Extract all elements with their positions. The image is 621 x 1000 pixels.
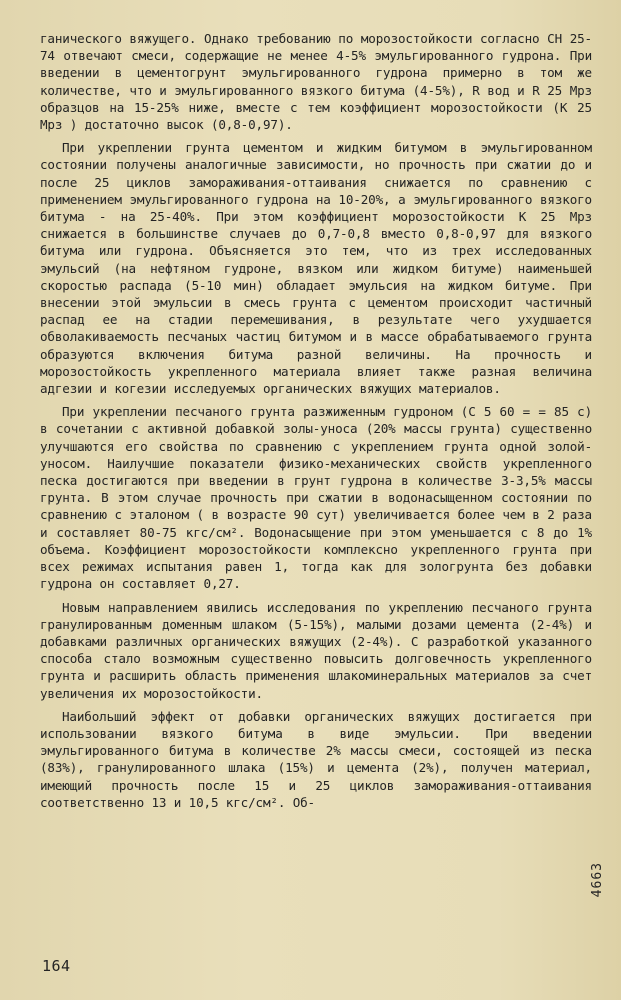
page-number: 164 [42, 957, 71, 975]
body-text [40, 30, 592, 817]
paragraph-4: Новым направлением явились исследования по укреплению песчаного грунта гранулированным доменным шлаком (5-15%), малыми дозами цемента (2-4%) и добавками различных органических вяжущих (2-4%). С разработкой указанного способа стало возможным существенно повысить долговечность укрепленного грунта и расширить область применения шлакоминеральных материалов за счет увеличения их морозостойкости. [40, 599, 592, 701]
paragraph-2: При укреплении грунта цементом и жидким битумом в эмульгированном состоянии получены аналогичные зависимости, но прочность при сжатии до и после 25 циклов замораживания-оттаивания снижается по сравнению с применением эмульгированного гудрона на 10-20%, а эмульгированного вязкого битума - на 25-40%. При этом коэффициент морозостойкости K 25 Мрз снижается в большинстве случаев до 0,7-0,8 вместо 0,8-0,97 для вязкого битума или гудрона. Объясняется это тем, что из трех исследованных эмульсий (на нефтяном гудроне, вязком или жидком битуме) наименьшей скоростью распада (5-10 мин) обладает эмульсия на жидком битуме. При внесении этой эмульсии в смесь грунта с цементом происходит частичный распад ее на стадии перемешивания, в результате чего ухудшается обволакиваемость песчаных частиц битумом и в массе обрабатываемого грунта образуются включения битума разной величины. На прочность и морозостойкость укрепленного материала влияет также разная величина адгезии и когезии исследуемых органических вяжущих материалов. [40, 140, 592, 397]
paragraph-5: Наибольший эффект от добавки органических вяжущих достигается при использовании вязкого битума в виде эмульсии. При введении эмульгированного битума в количестве 2% массы смеси, состоящей из песка (83%), гранулированного шлака (15%) и цемента (2%), получен материал, имеющий прочность после 15 и 25 циклов замораживания-оттаивания соответственно 13 и 10,5 кгс/см². Об- [40, 708, 592, 810]
paragraph-3: При укреплении песчаного грунта разжиженным гудроном (C 5 60 = = 85 с) в сочетании с активной добавкой золы-уноса (20% массы грунта) существенно улучшаются его свойства по сравнению с укреплением грунта одной золой-уносом. Наилучшие показатели физико-механических свойств укрепленного песка достигаются при введении в грунт гудрона в количестве 3-3,5% массы грунта. В этом случае прочность при сжатии в водонасыщенном состоянии по сравнению с эталоном ( в возрасте 90 сут) увеличивается более чем в 2 раза и составляет 80-75 кгс/см². Водонасыщение при этом уменьшается с 8 до 1% объема. Коэффициент морозостойкости комплексно укрепленного грунта при всех режимах испытания равен 1, тогда как для зологрунта без добавки гудрона он составляет 0,27. [40, 404, 592, 592]
paragraph-1: ганического вяжущего. Однако требованию по морозостойкости согласно СН 25-74 отвечают смеси, содержащие не менее 4-5% эмульгированного гудрона. При введении в цементогрунт эмульгированного гудрона примерно в том же количестве, что и эмульгированного вязкого битума (4-5%), R вод и R 25 Мрз образцов на 15-25% ниже, вместе с тем коэффициент морозостойкости (K 25 Мрз ) достаточно высок (0,8-0,97). [40, 31, 592, 133]
margin-stamp: 4663 [590, 862, 605, 898]
